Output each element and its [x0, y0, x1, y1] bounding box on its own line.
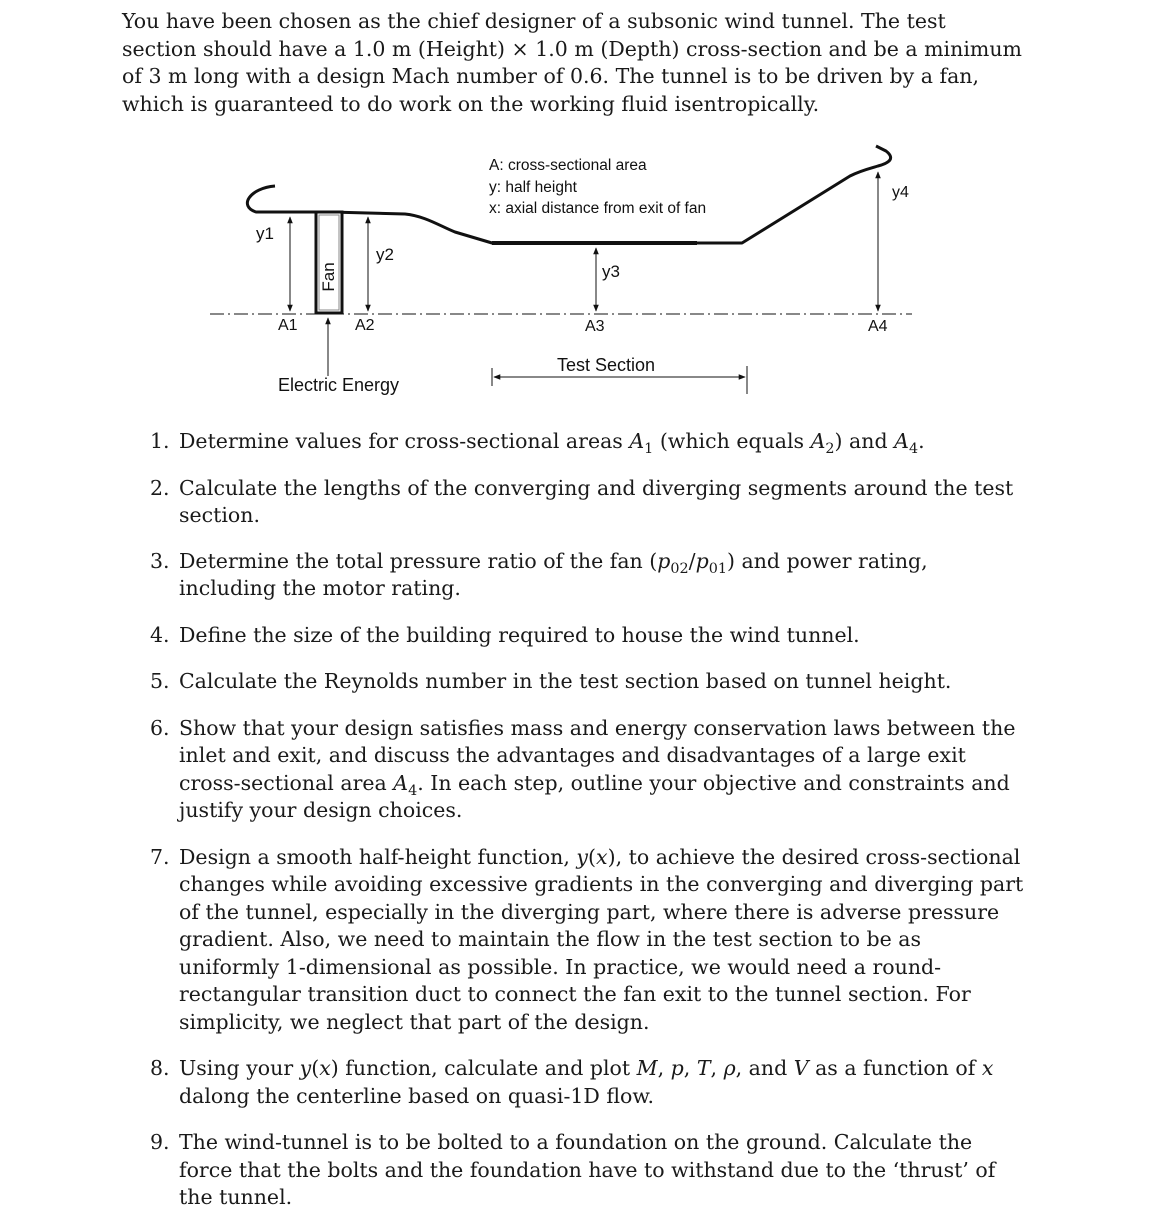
legend-half-height: y: half height — [489, 179, 577, 196]
question-7: 7. Design a smooth half-height function, y(x), to achieve the desired cross-sectional changes while avoiding excessive gradients in the converging and diverging part of the tunnel, especially in the diverging part, where there is adverse pressure gradient. Also, we need to maintain the flow in the test section to be as uniformly 1-dimensional as possible. In practice, we would need a round-rectangular transition duct to connect the fan exit to the tunnel section. For simplicity, we neglect that part of the design. — [150, 844, 1024, 1034]
a2-label: A2 — [355, 317, 375, 334]
y3-label: y3 — [602, 262, 620, 281]
question-1: 1. Determine values for cross-sectional areas $A_1$ (which equals $A_2$) and $A_4$. — [150, 429, 925, 458]
question-5: 5. Calculate the Reynolds number in the test section based on tunnel height. — [150, 669, 952, 693]
a1-label: A1 — [278, 317, 298, 334]
electric-energy-label: Electric Energy — [278, 375, 400, 395]
legend-area: A: cross-sectional area — [489, 157, 647, 174]
question-6: 6. Show that your design satisfies mass and energy conservation laws between the inlet and exit, and discuss the advantages and disadvantages of a large exit cross-sectional area $A_4$. In each step, outline your objective and constraints and justify your design choices. — [150, 715, 1016, 822]
a3-label: A3 — [585, 318, 605, 335]
y4-label: y4 — [892, 184, 909, 201]
y2-label: y2 — [376, 245, 394, 264]
intro-paragraph: You have been chosen as the chief designer of a subsonic wind tunnel. The test section should have a 1.0 m (Height) × 1.0 m (Depth) cross-section and be a minimum of 3 m long with a design Mach number of 0.6. The tunnel is to be driven by a fan, which is guaranteed to do work on the working fluid isentropically. — [122, 9, 1022, 116]
question-4: 4. Define the size of the building required to house the wind tunnel. — [150, 622, 860, 647]
legend-axial-distance: x: axial distance from exit of fan — [489, 200, 707, 217]
question-3: 3. Determine the total pressure ratio of the fan $(p_{02}/p_{01})$ and power rating, including the motor rating. — [150, 548, 928, 600]
test-section-label: Test Section — [557, 355, 656, 375]
y1-label: y1 — [256, 224, 274, 243]
question-9: 9. The wind-tunnel is to be bolted to a foundation on the ground. Calculate the force that the bolts and the foundation have to withstand due to the ‘thrust’ of the tunnel. — [150, 1130, 996, 1209]
question-list — [150, 428, 1025, 1212]
question-8: 8. Using your y(x) function, calculate and plot M, p, T, ρ, and V as a function of x dalong the centerline based on quasi-1D flow. — [150, 1056, 994, 1108]
a4-label: A4 — [868, 318, 888, 335]
wind-tunnel-diagram — [200, 138, 960, 408]
fan-label: Fan — [319, 262, 338, 292]
question-2: 2. Calculate the lengths of the converging and diverging segments around the test section. — [150, 475, 1014, 527]
